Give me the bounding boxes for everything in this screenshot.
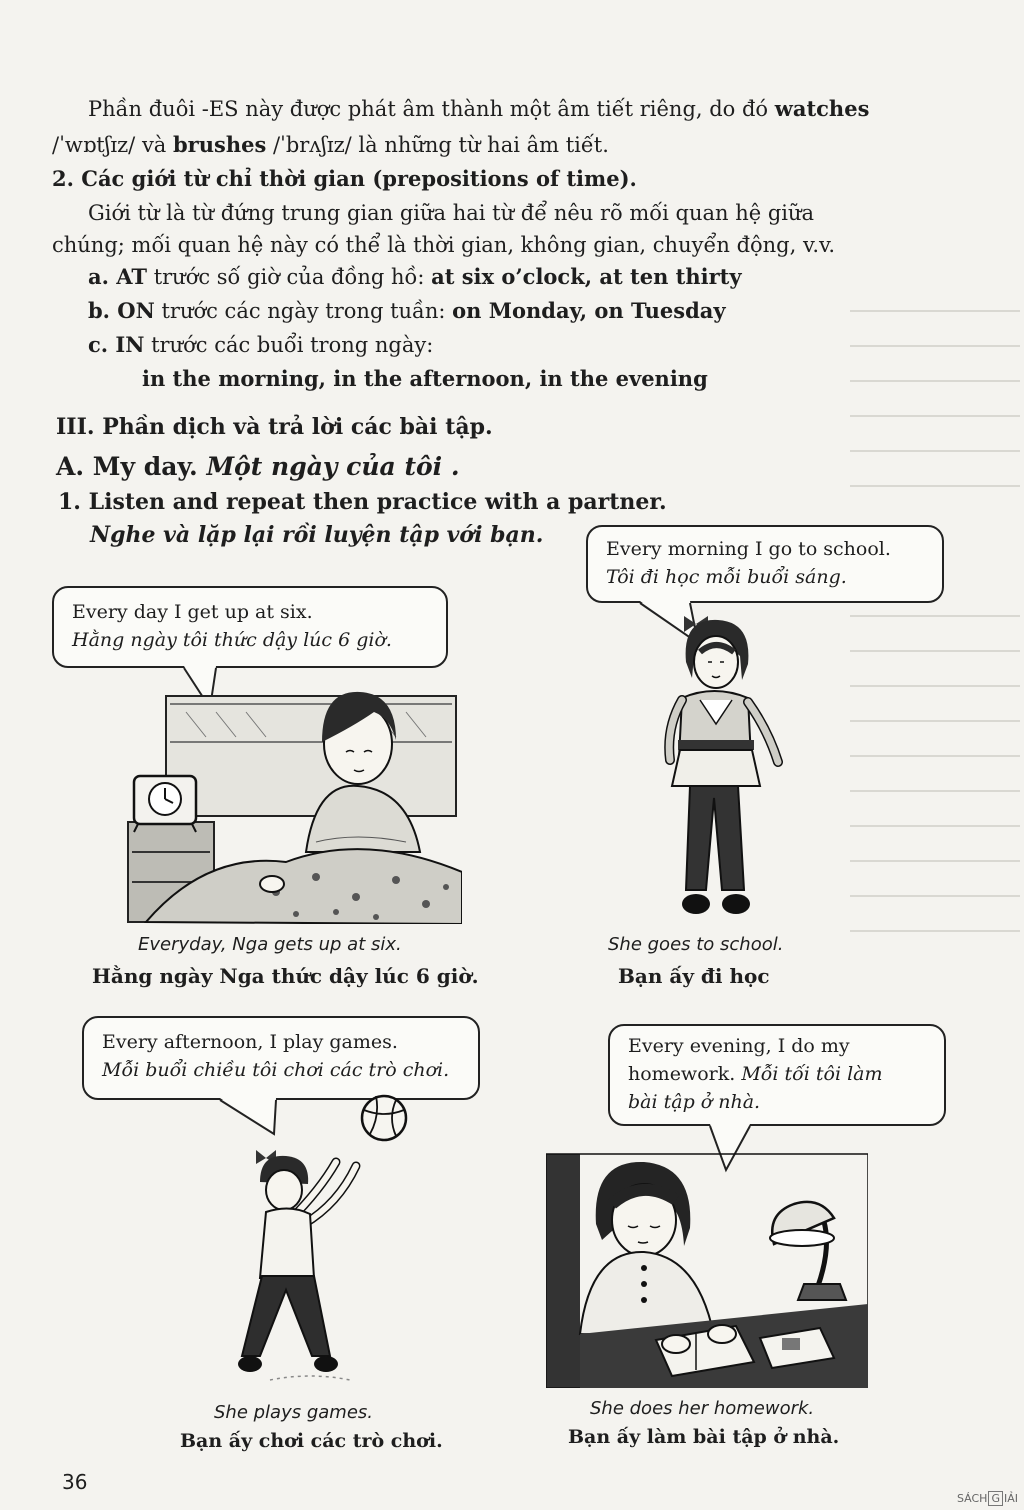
rule-label: c. IN — [88, 332, 145, 357]
ipa-brushes: /ˈbrʌʃɪz/ — [266, 133, 352, 157]
watermark-box: G — [988, 1491, 1003, 1506]
rule-in — [88, 332, 433, 358]
bubble-text-en: Every morning I go to school. — [606, 538, 891, 560]
rule-label: b. ON — [88, 298, 155, 323]
watermark-post: IẢI — [1003, 1492, 1018, 1505]
watermark-pre: SÁCH — [956, 1492, 988, 1505]
exercise-1-heading: 1. Listen and repeat then practice with a partner. — [58, 489, 667, 515]
illustration-girl-playing — [230, 1090, 420, 1390]
conjunction: và — [135, 133, 173, 157]
unit-a-heading — [56, 452, 460, 482]
volleyball-icon — [362, 1096, 406, 1140]
speech-bubble-homework — [608, 1024, 946, 1126]
rule-in-example: in the morning, in the afternoon, in the evening — [142, 366, 708, 391]
caption-homework-en: She does her homework. — [590, 1398, 815, 1419]
bubble-text-vi: Tôi đi học mỗi buổi sáng. — [606, 566, 847, 588]
illustration-girl-in-bed — [126, 672, 462, 924]
section-3-heading: III. Phần dịch và trả lời các bài tập. — [56, 414, 493, 440]
caption-school-vi: Bạn ấy đi học — [618, 964, 770, 988]
speech-bubble-get-up — [52, 586, 448, 668]
rule-example: at six o’clock, at ten thirty — [431, 264, 742, 289]
speech-bubble-school — [586, 525, 944, 603]
section-2-paragraph-1: Giới từ là từ đứng trung gian giữa hai từ để nêu rõ mối quan hệ giữa — [88, 201, 815, 225]
bubble-text-vi-2: bài tập ở nhà. — [628, 1091, 761, 1113]
watermark — [957, 1491, 1018, 1506]
rule-text: trước các buổi trong ngày: — [144, 333, 434, 357]
caption-get-up-vi: Hằng ngày Nga thức dậy lúc 6 giờ. — [92, 964, 479, 988]
exercise-1-heading-vi: Nghe và lặp lại rồi luyện tập với bạn. — [90, 522, 544, 548]
desk-lamp-icon — [770, 1202, 846, 1300]
section-2-heading: 2. Các giới từ chỉ thời gian (prepositions of time). — [52, 166, 637, 191]
caption-games-vi: Bạn ấy chơi các trò chơi. — [180, 1430, 443, 1452]
unit-a-title: A. My day. — [56, 452, 198, 481]
section-2-paragraph-2: chúng; mối quan hệ này có thể là thời gian, không gian, chuyển động, v.v. — [52, 233, 836, 257]
intro-text: Phần đuôi -ES này được phát âm thành một âm tiết riêng, do đó — [88, 97, 775, 121]
bubble-text-vi: Mỗi tối tôi làm — [735, 1063, 883, 1085]
page-number: 36 — [62, 1470, 88, 1494]
speech-bubble-games — [82, 1016, 480, 1100]
ipa-watches: /ˈwɒtʃɪz/ — [52, 133, 136, 157]
bubble-text-vi: Mỗi buổi chiều tôi chơi các trò chơi. — [102, 1059, 450, 1081]
intro-line-1 — [88, 96, 869, 122]
caption-homework-vi: Bạn ấy làm bài tập ở nhà. — [568, 1426, 840, 1448]
illustration-girl-homework — [546, 1134, 868, 1388]
caption-school-en: She goes to school. — [608, 934, 784, 955]
intro-text-end: là những từ hai âm tiết. — [351, 133, 609, 157]
caption-get-up-en: Everyday, Nga gets up at six. — [138, 934, 402, 955]
bubble-text-en: Every afternoon, I play games. — [102, 1031, 398, 1053]
bubble-text-en-2: homework. — [628, 1063, 736, 1085]
bubble-text-en: Every evening, I do my — [628, 1035, 850, 1057]
intro-line-2 — [52, 132, 609, 158]
bubble-text-vi: Hằng ngày tôi thức dậy lúc 6 giờ. — [72, 629, 392, 651]
word-watches: watches — [774, 96, 870, 121]
rule-example: on Monday, on Tuesday — [452, 298, 726, 323]
rule-text: trước số giờ của đồng hồ: — [147, 265, 432, 289]
rule-label: a. AT — [88, 264, 148, 289]
alarm-clock-icon — [134, 776, 196, 832]
rule-on — [88, 298, 726, 324]
rule-text: trước các ngày trong tuần: — [154, 299, 453, 323]
bubble-text-en: Every day I get up at six. — [72, 601, 313, 623]
word-brushes: brushes — [173, 132, 267, 157]
caption-games-en: She plays games. — [214, 1402, 374, 1423]
unit-a-title-vi: Một ngày của tôi . — [197, 452, 460, 481]
illustration-girl-walking — [660, 612, 790, 930]
rule-at — [88, 264, 742, 290]
